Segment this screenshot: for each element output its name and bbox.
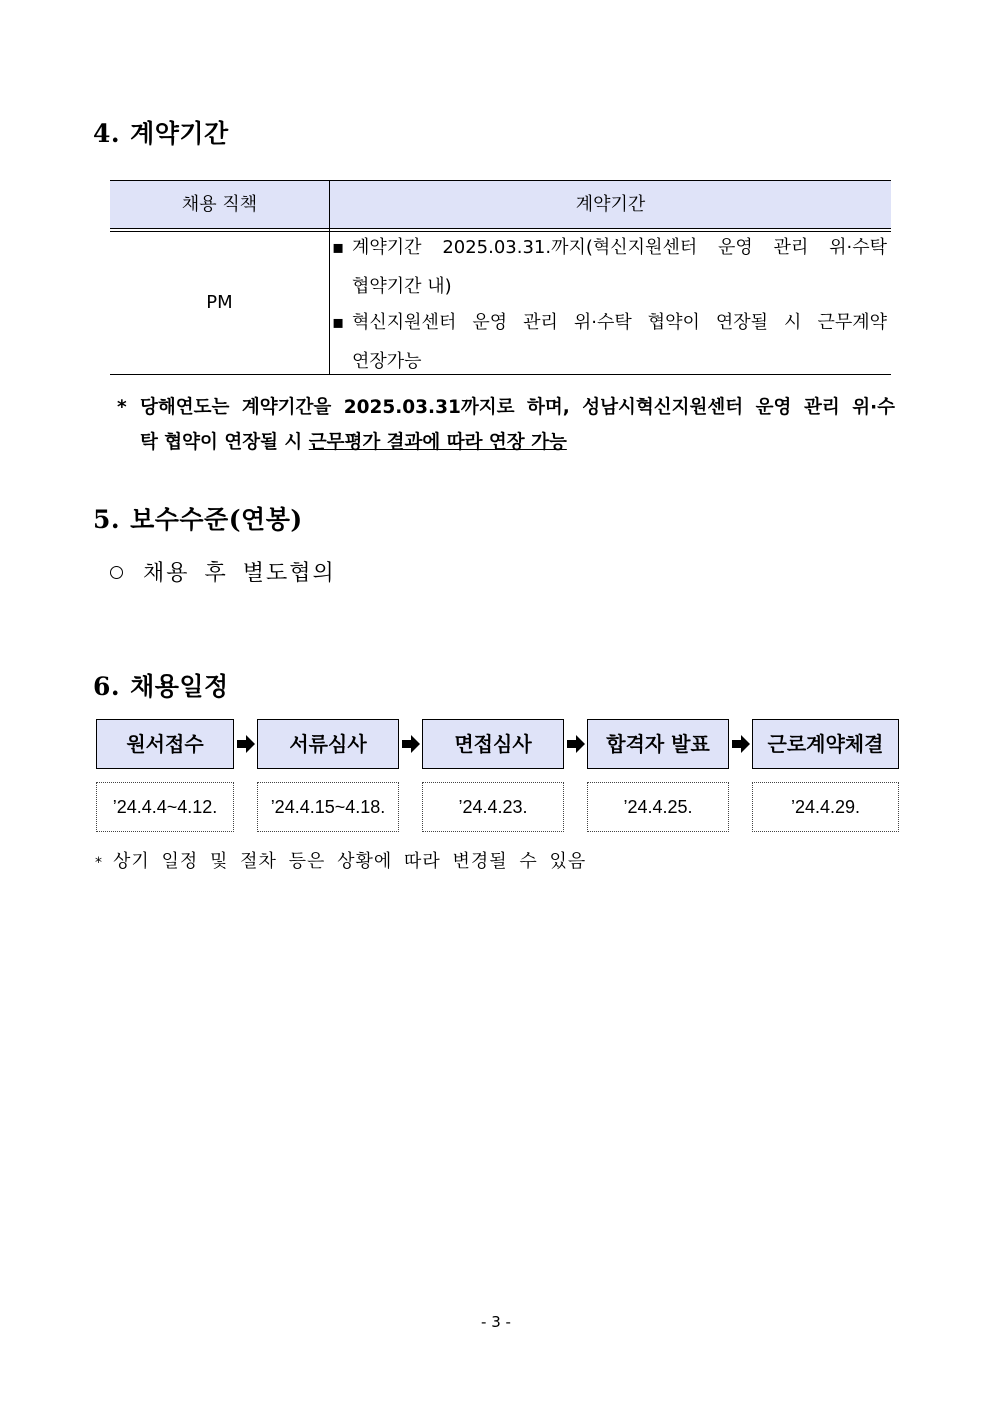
date-document-review: ’24.4.15~4.18. [257,782,399,832]
note-star: * [95,855,103,871]
note-line-1: 당해연도는 계약기간을 2025.03.31까지로 하며, 성남시혁신지원센터 운영 관리 위·수 [140,397,895,418]
schedule-note-text: 상기 일정 및 절차 등은 상황에 따라 변경될 수 있음 [113,851,587,872]
contract-table [110,180,891,376]
date-interview: ’24.4.23. [422,782,564,832]
section-4-heading [93,114,229,150]
bullet-2-line1: 혁신지원센터 운영 관리 위·수탁 협약이 연장될 시 근무계약 [352,312,887,333]
table-header-row [110,181,891,228]
salary-item [110,556,336,587]
section-number: 4. [93,119,121,148]
header-position: 채용 직책 [181,194,258,215]
note-star: * [117,397,127,418]
bullet-mark: ▪ [332,237,345,258]
header-period: 계약기간 [575,194,646,215]
bullet-1-line1: 계약기간 2025.03.31.까지(혁신지원센터 운영 관리 위·수탁 [352,237,887,258]
step-contract: 근로계약체결 [752,719,899,769]
section-title: 채용일정 [130,672,229,701]
column-divider [329,181,330,375]
right-arrow-icon [566,734,586,754]
note-line-2-text: 탁 협약이 연장될 시 [140,432,309,453]
table-bottom-rule [110,374,891,375]
step-interview: 면접심사 [422,719,564,769]
step-application: 원서접수 [96,719,234,769]
salary-text: 채용 후 별도협의 [143,561,336,586]
bullet-2-line2: 연장가능 [352,351,422,372]
right-arrow-icon [731,734,751,754]
right-arrow-icon [236,734,256,754]
bullet-1 [332,228,887,267]
cell-position: PM [206,292,233,313]
section-title: 보수수준(연봉) [130,505,303,534]
step-document-review: 서류심사 [257,719,399,769]
right-arrow-icon [401,734,421,754]
bullet-mark: ▪ [332,312,345,333]
section-6-heading [93,667,229,703]
date-contract: ’24.4.29. [752,782,899,832]
note-underlined-text: 근무평가 결과에 따라 연장 가능 [308,432,567,453]
date-application: ’24.4.4~4.12. [96,782,234,832]
note-line-2 [140,425,567,460]
section-title: 계약기간 [130,119,229,148]
section-number: 6. [93,672,121,701]
step-announcement: 합격자 발표 [587,719,729,769]
section-number: 5. [93,505,121,534]
bullet-2 [332,303,887,342]
circle-bullet-icon [110,566,123,579]
date-announcement: ’24.4.25. [587,782,729,832]
page-number: - 3 - [481,1313,511,1331]
section-5-heading [93,500,303,536]
schedule-note [95,847,586,873]
bullet-1-line2: 협약기간 내) [352,276,452,297]
